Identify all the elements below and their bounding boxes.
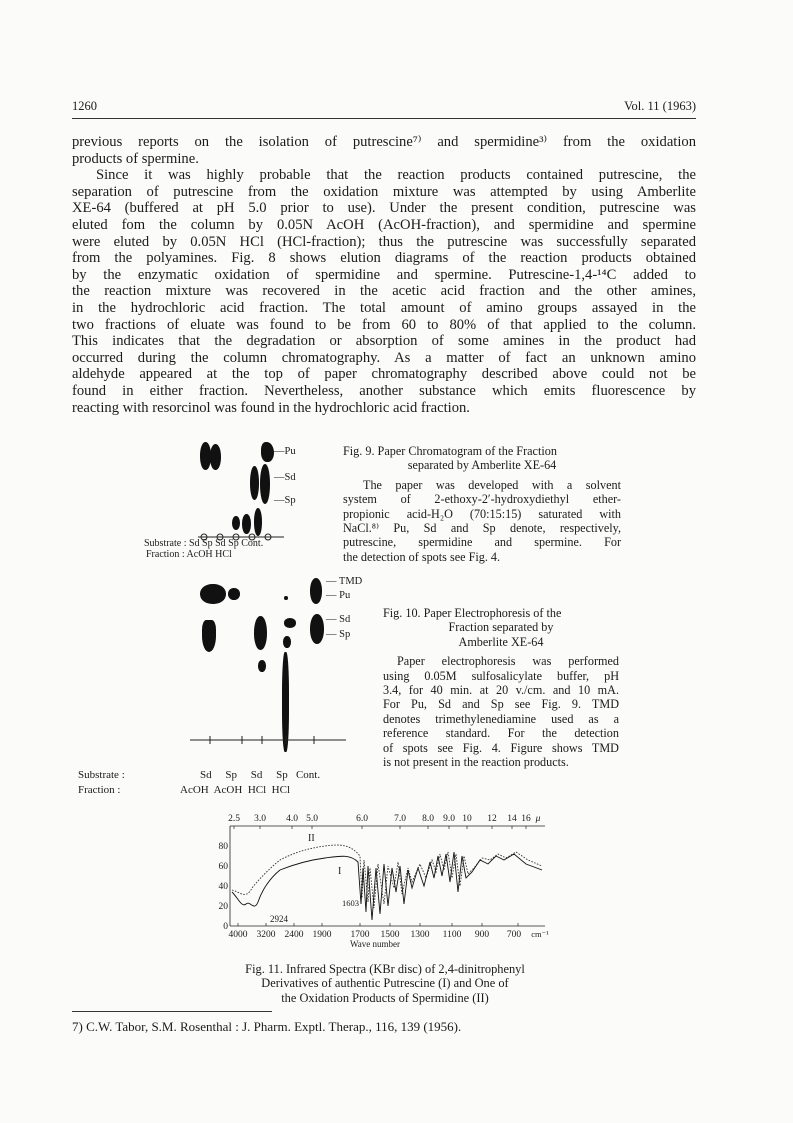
fig10-fraction-values: AcOH AcOH HCl HCl xyxy=(180,784,290,796)
curve-I xyxy=(232,852,542,920)
bottom-unit: cm⁻¹ xyxy=(531,929,549,939)
fig11-caption xyxy=(190,962,580,1005)
spot xyxy=(232,516,240,530)
fig10-desc-line: 3.4, for 40 min. at 20 v./cm. and 10 mA. xyxy=(383,683,619,698)
fig9-substrate-row: Substrate : Sd Sp Sd Sp Cont. xyxy=(144,538,264,549)
peak-2924-label: 2924 xyxy=(270,914,288,924)
bottom-tick-label: 1500 xyxy=(380,930,400,940)
footnote-rule xyxy=(72,1011,272,1012)
spot xyxy=(284,596,288,600)
label-sp: — Sp xyxy=(326,629,351,640)
peak-1603-label: 1603 xyxy=(342,898,359,908)
fig11-caption-line: Fig. 11. Infrared Spectra (KBr disc) of 2,4-dinitrophenyl xyxy=(245,962,525,976)
label-pu: —Pu xyxy=(274,446,296,457)
top-tick-label: 5.0 xyxy=(306,814,318,824)
spot xyxy=(254,616,267,650)
body-line: occurred during the column chromatography. As a matter of fact an unknown amino xyxy=(72,349,696,366)
body-line: by the enzymatic oxidation of spermidine and spermine. Putrescine-1,4-¹⁴C added to xyxy=(72,266,696,283)
top-tick-label: 14 xyxy=(507,814,517,824)
spot xyxy=(228,588,240,600)
fig9-desc-line: putrescine, spermidine and spermine. For xyxy=(343,535,621,550)
spot xyxy=(200,584,226,604)
body-line: XE-64 (buffered at pH 5.0 prior to use). Under the present condition, putrescine was xyxy=(72,200,696,217)
fig10-title: Fig. 10. Paper Electrophoresis of the xyxy=(383,606,562,620)
volume-label: Vol. 11 (1963) xyxy=(624,99,696,113)
page-number: 1260 xyxy=(72,99,97,113)
top-tick-marks xyxy=(234,826,526,829)
fig10-desc-line: reference standard. For the detection xyxy=(383,726,619,741)
top-tick-label: 7.0 xyxy=(394,814,406,824)
fig10-desc-line: Paper electrophoresis was performed xyxy=(397,654,619,669)
fig9-desc-line: NaCl.⁸⁾ Pu, Sd and Sp denote, respectively, xyxy=(343,521,621,536)
bottom-tick-label: 700 xyxy=(506,930,522,940)
header-rule xyxy=(72,118,696,119)
fig9-desc-line: the detection of spots see Fig. 4. xyxy=(343,549,501,564)
top-tick-label: 2.5 xyxy=(228,814,240,824)
body-line: in the hydrochloric acid fraction. The total amount of amino groups assayed in the xyxy=(72,299,696,316)
body-line: aldehyde appeared at the top of paper chromatography described above could not be xyxy=(72,366,696,383)
top-tick-label: 3.0 xyxy=(254,814,266,824)
body-line: from the polyamines. Fig. 8 shows elution diagrams of the reaction products obtained xyxy=(72,250,696,267)
spot xyxy=(261,442,274,462)
y-tick-label: 20 xyxy=(218,902,228,912)
top-tick-label: 6.0 xyxy=(356,814,368,824)
fig10-caption xyxy=(383,606,619,769)
spot xyxy=(260,464,270,504)
bottom-tick-label: 1900 xyxy=(312,930,332,940)
fig9-title: Fig. 9. Paper Chromatogram of the Fraction xyxy=(343,444,557,458)
y-tick-label: 60 xyxy=(218,862,228,872)
spot xyxy=(210,444,221,470)
top-tick-label: 8.0 xyxy=(422,814,434,824)
fig10-desc-line: of spots see Fig. 4. Figure shows TMD xyxy=(383,740,619,755)
fig9-fraction-row: Fraction : AcOH HCl xyxy=(146,549,232,560)
body-line: two fractions of eluate was found to be from 60 to 80% of that applied to the column. xyxy=(72,316,696,333)
y-tick-label: 80 xyxy=(218,842,228,852)
top-tick-label: 16 xyxy=(521,814,531,824)
fig11-caption-line: Derivatives of authentic Putrescine (I) and One of xyxy=(261,976,509,991)
fig9-desc-line: propionic acid-H₂O (70:15:15) saturated with xyxy=(343,506,621,521)
fig11-ir-spectrum xyxy=(200,808,560,956)
top-tick-label: 9.0 xyxy=(443,814,455,824)
fig9-desc-line: The paper was developed with a solvent xyxy=(363,477,621,492)
body-line: found in either fraction. Nevertheless, another substance which emits fluorescence by xyxy=(72,382,696,399)
body-text xyxy=(72,134,696,416)
spot xyxy=(310,614,324,644)
body-line: Since it was highly probable that the reaction products contained putrescine, the xyxy=(96,167,696,184)
label-sd: —Sd xyxy=(274,472,296,483)
fig10-desc-line: denotes trimethylenediamine used as a xyxy=(383,711,619,726)
bottom-tick-label: 1700 xyxy=(350,930,370,940)
fig10-electrophoresis xyxy=(190,576,350,766)
body-line: eluted fom the column by 0.05N AcOH (AcOH-fraction), and spermidine and spermine xyxy=(72,216,696,233)
fig10-desc-line: For Pu, Sd and Sp see Fig. 9. TMD xyxy=(383,697,619,712)
bottom-tick-label: 1100 xyxy=(442,930,462,940)
y-tick-label: 40 xyxy=(218,882,228,892)
body-line: previous reports on the isolation of putrescine⁷⁾ and spermidine³⁾ from the oxidation xyxy=(72,134,696,150)
bottom-tick-label: 1300 xyxy=(410,930,430,940)
body-line: reacting with resorcinol was found in the hydrochloric acid fraction. xyxy=(72,399,470,416)
origin-line xyxy=(190,732,350,752)
spot xyxy=(310,578,322,604)
body-line: the reaction mixture was recovered in the acetic acid fraction and the other amines, xyxy=(72,283,696,300)
fig10-title-2: Fraction separated by xyxy=(448,620,554,635)
curve-II-label: II xyxy=(308,833,315,844)
fig9-title-2: separated by Amberlite XE-64 xyxy=(407,458,557,473)
fig10-title-3: Amberlite XE-64 xyxy=(458,634,544,649)
curve-I-label: I xyxy=(338,866,342,877)
spot xyxy=(284,618,296,628)
fig10-substrate-label: Substrate : xyxy=(78,769,125,781)
bottom-tick-label: 2400 xyxy=(284,930,304,940)
body-line: separation of putrescine from the oxidation mixture was attempted by using Amberlite xyxy=(72,183,696,200)
top-tick-label: 4.0 xyxy=(286,814,298,824)
fig10-desc-line: is not present in the reaction products. xyxy=(383,755,569,770)
body-line: were eluted by 0.05N HCl (HCl-fraction); thus the putrescine was successfully separated xyxy=(72,233,696,250)
body-line: products of spermine. xyxy=(72,150,199,167)
body-line: This indicates that the degradation or absorption of some amines in the product had xyxy=(72,333,696,350)
fig9-caption xyxy=(343,444,621,564)
spot xyxy=(283,636,291,648)
label-pu: — Pu xyxy=(326,590,351,601)
footnote: 7) C.W. Tabor, S.M. Rosenthal : J. Pharm. Exptl. Therap., 116, 139 (1956). xyxy=(72,1019,462,1034)
bottom-tick-label: 3200 xyxy=(256,930,276,940)
label-sp: —Sp xyxy=(274,495,296,506)
label-tmd: — TMD xyxy=(326,576,363,587)
x-axis-label: Wave number xyxy=(349,939,401,949)
bottom-tick-label: 4000 xyxy=(228,930,248,940)
spot xyxy=(202,620,216,652)
spot xyxy=(258,660,266,672)
fig10-substrate-values: Sd Sp Sd Sp Cont. xyxy=(200,769,321,781)
spot xyxy=(250,466,259,500)
top-tick-label: 12 xyxy=(487,814,497,824)
fig10-desc-line: using 0.05M sulfosalicylate buffer, pH xyxy=(383,668,619,683)
fig11-caption-line: the Oxidation Products of Spermidine (II) xyxy=(281,990,489,1005)
top-tick-label: 10 xyxy=(462,814,472,824)
fig10-fraction-label: Fraction : xyxy=(78,784,121,796)
label-sd: — Sd xyxy=(326,614,351,625)
bottom-tick-label: 900 xyxy=(474,930,490,940)
y-tick-label: 0 xyxy=(223,922,228,932)
top-unit: μ xyxy=(535,814,541,824)
fig9-desc-line: system of 2-ethoxy-2′-hydroxydiethyl ether- xyxy=(343,492,621,507)
